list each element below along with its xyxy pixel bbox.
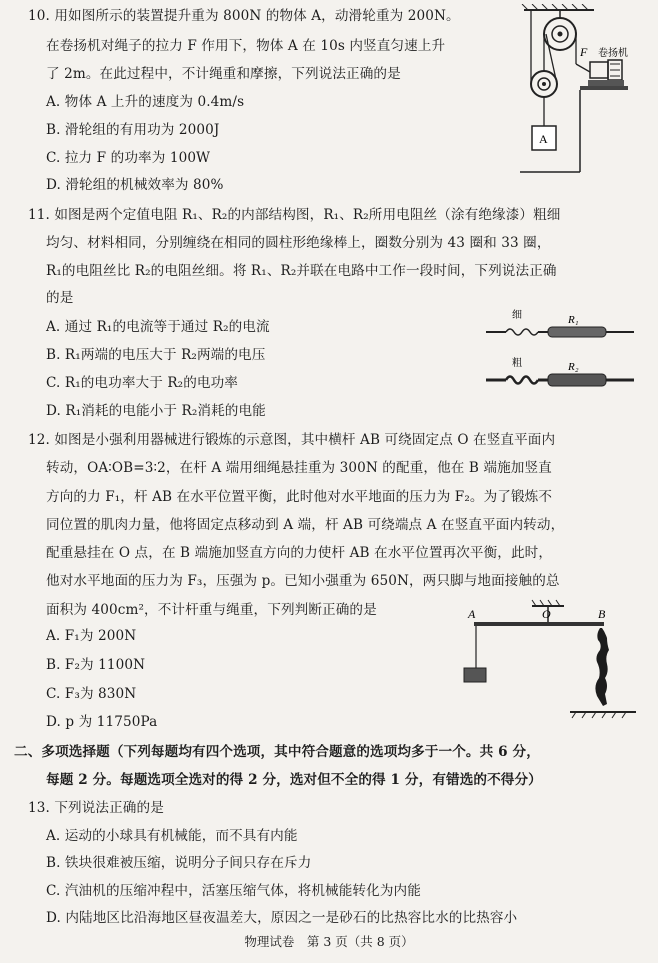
lever-label-b: B [598, 607, 606, 621]
q12-stem-line-6: 他对水平地面的压力为 F₃，压强为 p。已知小强重为 650N，两只脚与地面接触的总 [46, 573, 560, 589]
q11-option-b: B. R₁两端的电压大于 R₂两端的电压 [46, 347, 266, 363]
page-footer: 物理试卷 第 3 页（共 8 页） [244, 934, 414, 949]
q13-option-b: B. 铁块很难被压缩，说明分子间只存在斥力 [46, 855, 312, 871]
r1-label: R₁ [568, 314, 579, 326]
winch-label: 卷扬机 [598, 48, 628, 59]
q11-stem-line-3: R₁的电阻丝比 R₂的电阻丝细。将 R₁、R₂并联在电路中工作一段时间，下列说法正确 [46, 263, 557, 279]
q12-stem-line-4: 同位置的肌肉力量，他将固定点移动到 A 端，杆 AB 可绕端点 A 在竖直平面内转动， [46, 517, 565, 533]
q13-stem-line-1: 13. 下列说法正确的是 [28, 800, 164, 816]
q11-stem-line-1: 11. 如图是两个定值电阻 R₁、R₂的内部结构图，R₁、R₂所用电阻丝（涂有绝缘漆）粗细 [28, 207, 561, 223]
section-2-heading-line-2: 每题 2 分。每题选项全选对的得 2 分，选对但不全的得 1 分，有错选的不得分） [46, 772, 542, 788]
q13-option-a: A. 运动的小球具有机械能，而不具有内能 [46, 828, 298, 844]
q12-option-b: B. F₂为 1100N [46, 657, 146, 673]
q13-option-d: D. 内陆地区比沿海地区昼夜温差大，原因之一是砂石的比热容比水的比热容小 [46, 910, 518, 926]
q12-stem-line-1: 12. 如图是小强利用器械进行锻炼的示意图，其中横杆 AB 可绕固定点 O 在竖直平面内 [28, 432, 556, 448]
q12-option-d: D. p 为 11750Pa [46, 714, 158, 730]
force-label-f: F [580, 45, 588, 59]
lever-figure [460, 598, 640, 720]
q11-option-c: C. R₁的电功率大于 R₂的电功率 [46, 375, 238, 391]
block-a-label: A [539, 132, 548, 146]
q10-stem-line-3: 了 2m。在此过程中，不计绳重和摩擦，下列说法正确的是 [46, 66, 401, 82]
thin-wire-label: 细 [512, 310, 522, 321]
q10-option-c: C. 拉力 F 的功率为 100W [46, 150, 211, 166]
lever-label-a: A [468, 607, 476, 621]
q11-stem-line-2: 均匀、材料相同，分别缠绕在相同的圆柱形绝缘棒上，圈数分别为 43 圈和 33 圈， [46, 235, 551, 251]
pulley-winch-figure [510, 4, 650, 176]
q10-option-a: A. 物体 A 上升的速度为 0.4m/s [46, 94, 245, 110]
q10-stem-line-2: 在卷扬机对绳子的拉力 F 作用下，物体 A 在 10s 内竖直匀速上升 [46, 38, 446, 54]
q10-option-d: D. 滑轮组的机械效率为 80% [46, 177, 224, 193]
q12-stem-line-3: 方向的力 F₁，杆 AB 在水平位置平衡，此时他对水平地面的压力为 F₂。为了锻炼不 [46, 489, 553, 505]
q11-stem-line-4: 的是 [46, 290, 74, 306]
q10-stem-line-1: 10. 用如图所示的装置提升重为 800N 的物体 A，动滑轮重为 200N。 [28, 8, 460, 24]
q12-option-a: A. F₁为 200N [46, 628, 137, 644]
q11-option-d: D. R₁消耗的电能小于 R₂消耗的电能 [46, 403, 266, 419]
q12-stem-line-7: 面积为 400cm²，不计杆重与绳重，下列判断正确的是 [46, 602, 377, 618]
lever-label-o: O [542, 607, 551, 621]
q12-stem-line-2: 转动，OA∶OB=3∶2，在杆 A 端用细绳悬挂重为 300N 的配重，他在 B 端施加竖直 [46, 460, 552, 476]
q13-option-c: C. 汽油机的压缩冲程中，活塞压缩气体，将机械能转化为内能 [46, 883, 421, 899]
q11-option-a: A. 通过 R₁的电流等于通过 R₂的电流 [46, 319, 270, 335]
thick-wire-label: 粗 [512, 358, 522, 369]
q10-option-b: B. 滑轮组的有用功为 2000J [46, 122, 220, 138]
q12-option-c: C. F₃为 830N [46, 686, 137, 702]
section-2-heading-line-1: 二、多项选择题（下列每题均有四个选项，其中符合题意的选项均多于一个。共 6 分， [14, 744, 540, 760]
resistor-figure [484, 308, 640, 394]
r2-label: R₂ [568, 361, 579, 373]
q12-stem-line-5: 配重悬挂在 O 点，在 B 端施加竖直方向的力使杆 AB 在水平位置再次平衡，此时， [46, 545, 553, 561]
